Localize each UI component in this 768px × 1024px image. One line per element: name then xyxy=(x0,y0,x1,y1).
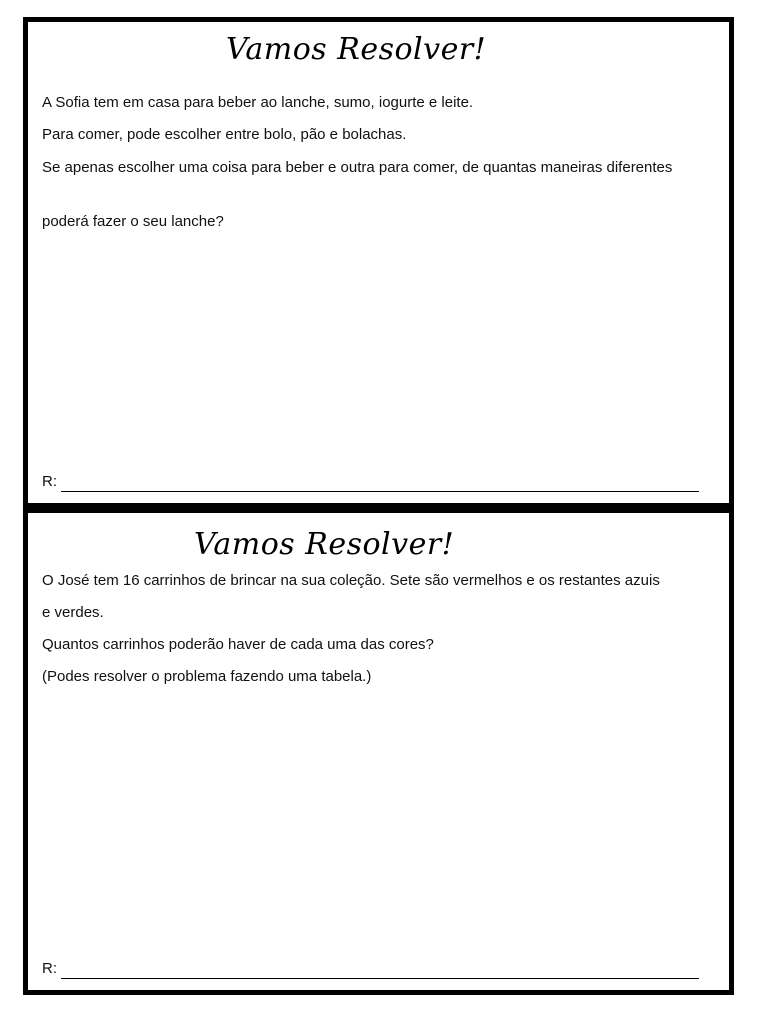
answer-underline xyxy=(61,964,699,979)
problem-text-line: A Sofia tem em casa para beber ao lanche, sumo, iogurte e leite. xyxy=(42,94,474,111)
problem-text-line: (Podes resolver o problema fazendo uma tabela.) xyxy=(42,668,372,685)
problem-text-line: Quantos carrinhos poderão haver de cada uma das cores? xyxy=(42,636,434,653)
problem-text-line: e verdes. xyxy=(42,604,104,621)
card-title: Vamos Resolver! xyxy=(194,527,455,562)
problem-text-line: poderá fazer o seu lanche? xyxy=(42,213,224,230)
problem-card-1 xyxy=(23,17,734,508)
answer-underline xyxy=(61,477,699,492)
problem-text-line: Para comer, pode escolher entre bolo, pão e bolachas. xyxy=(42,126,407,143)
problem-text-line: Se apenas escolher uma coisa para beber e outra para comer, de quantas maneiras diferentes xyxy=(42,159,673,176)
answer-line[interactable] xyxy=(42,472,699,492)
problem-card-2 xyxy=(23,508,734,995)
card-title: Vamos Resolver! xyxy=(226,32,487,67)
problem-text-line: O José tem 16 carrinhos de brincar na sua coleção. Sete são vermelhos e os restantes azuis xyxy=(42,572,660,589)
answer-label: R: xyxy=(42,960,57,977)
answer-line[interactable] xyxy=(42,959,699,979)
answer-label: R: xyxy=(42,473,57,490)
